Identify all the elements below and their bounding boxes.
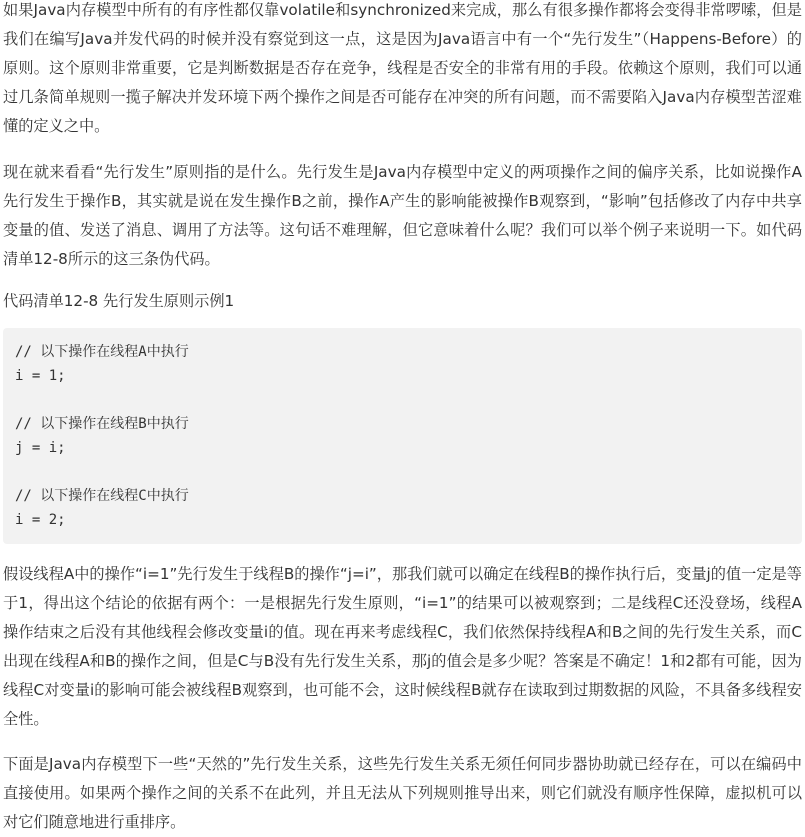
code-line: i = 2; (15, 512, 66, 528)
code-line (15, 388, 790, 412)
code-line: // 以下操作在线程B中执行 (15, 416, 189, 432)
code-line: j = i; (15, 440, 66, 456)
code-line: // 以下操作在线程A中执行 (15, 344, 189, 360)
code-line: // 以下操作在线程C中执行 (15, 488, 189, 504)
paragraph-natural-rules: 下面是Java内存模型下一些“天然的”先行发生关系，这些先行发生关系无须任何同步器协助就已经存在，可以在编码中直接使用。如果两个操作之间的关系不在此列，并且无法从下列规则推导出来，则它们就没有顺序性保障，虚拟机可以对它们随意地进行重排序。 (3, 755, 802, 831)
code-block (3, 328, 802, 544)
code-line (15, 460, 790, 484)
paragraph-happens-before-intro: 如果Java内存模型中所有的有序性都仅靠volatile和synchronized来完成，那么有很多操作都将会变得非常啰嗦，但是我们在编写Java并发代码的时候并没有察觉到这一点，这是因为Java语言中有一个“先行发生”（Happens-Before）的原则。这个原则非常重要，它是判断数据是否存在竞争，线程是否安全的非常有用的手段。依赖这个原则，我们可以通过几条简单规则一揽子解决并发环境下两个操作之间是否可能存在冲突的所有问题，而不需要陷入Java内存模型苦涩难懂的定义之中。 (3, 1, 802, 135)
code-line: i = 1; (15, 368, 66, 384)
code-listing-caption: 代码清单12-8 先行发生原则示例1 (3, 292, 235, 310)
paragraph-example-analysis: 假设线程A中的操作“i=1”先行发生于线程B的操作“j=i”，那我们就可以确定在线程B的操作执行后，变量j的值一定是等于1，得出这个结论的依据有两个：一是根据先行发生原则，“i=1”的结果可以被观察到；二是线程C还没登场，线程A操作结束之后没有其他线程会修改变量i的值。现在再来考虑线程C，我们依然保持线程A和B之间的先行发生关系，而C出现在线程A和B的操作之间，但是C与B没有先行发生关系，那j的值会是多少呢？答案是不确定！1和2都有可能，因为线程C对变量i的影响可能会被线程B观察到，也可能不会，这时候线程B就存在读取到过期数据的风险，不具备多线程安全性。 (3, 565, 802, 728)
paragraph-happens-before-definition: 现在就来看看“先行发生”原则指的是什么。先行发生是Java内存模型中定义的两项操作之间的偏序关系，比如说操作A先行发生于操作B，其实就是说在发生操作B之前，操作A产生的影响能被操作B观察到，“影响”包括修改了内存中共享变量的值、发送了消息、调用了方法等。这句话不难理解，但它意味着什么呢？我们可以举个例子来说明一下。如代码清单12-8所示的这三条伪代码。 (3, 163, 802, 268)
